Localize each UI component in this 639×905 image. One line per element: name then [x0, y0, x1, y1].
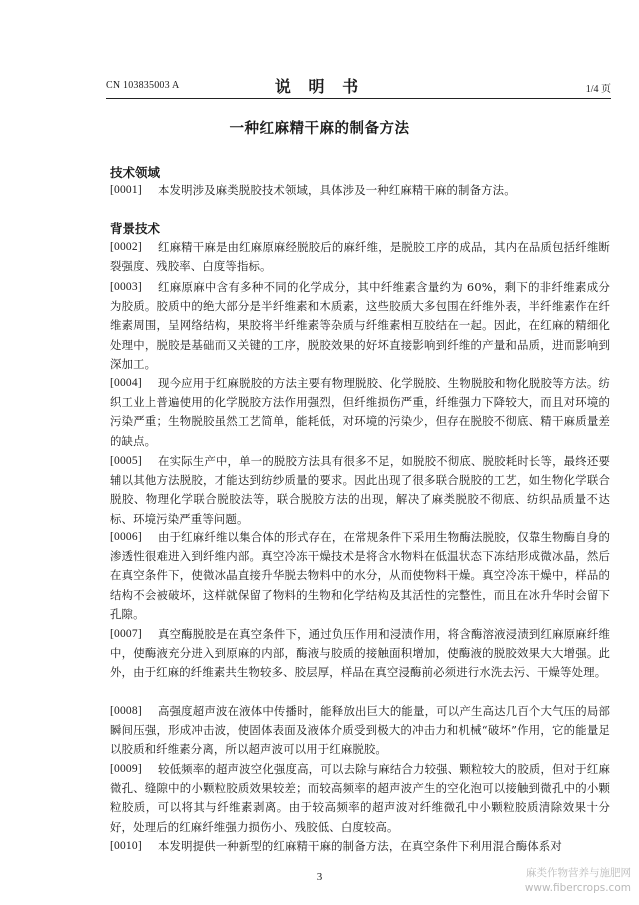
paragraph: [110, 278, 610, 374]
watermark-site-name: 麻类作物营养与施肥网: [526, 867, 631, 879]
paragraph-text: 由于红麻纤维以集合体的形式存在，在常规条件下采用生物酶法脱胶，仅靠生物酶自身的渗透性很难进入到纤维内部。真空冷冻干燥技术是将含水物料在低温状态下冻结形成微冰晶，然后在真空条件下，使微冰晶直接升华脱去物料中的水分，从而使物料干燥。真空冷冻干燥中，样品的结构不会被破坏，这样就保留了物料的生物和化学结构及其活性的完整性，而且在冰升华时会留下孔隙。: [110, 530, 610, 621]
paragraph-text: 较低频率的超声波空化强度高，可以去除与麻结合力较强、颗粒较大的胶质，但对于红麻微孔、缝隙中的小颗粒胶质效果较差；而较高频率的超声波产生的空化泡可以接触到微孔中的小颗粒胶质，可以将其与纤维素剥离。由于较高频率的超声波对纤维微孔中小颗粒胶质清除效果十分好，处理后的红麻纤维强力损伤小、残胶低、白度较高。: [110, 762, 610, 834]
paragraph-number: [0002]: [110, 241, 142, 253]
patent-number: CN 103835003 A: [106, 80, 180, 91]
paragraph-number: [0009]: [110, 763, 142, 775]
paragraph-text: 在实际生产中，单一的脱胶方法具有很多不足，如脱胶不彻底、脱胶耗时长等，最终还要辅以其他方法脱胶，才能达到纺纱质量的要求。因此出现了很多联合脱胶的工艺，如生物化学联合脱胶、物理化学联合脱胶法等，联合脱胶方法的出现，解决了麻类脱胶不彻底、纺织品质量不达标、环境污染严重等问题。: [110, 454, 610, 526]
paragraph-text: 红麻原麻中含有多种不同的化学成分，其中纤维素含量约为 60%，剩下的非纤维素成分为胶质。胶质中的绝大部分是半纤维素和木质素，这些胶质大多包围在纤维外表，半纤维素作在纤维素周围，呈网络结构，果胶将半纤维素等杂质与纤维素相互胶结在一起。因此，在红麻的精细化处理中，脱胶是基础而又关键的工序，脱胶效果的好坏直接影响到纤维的产量和品质，进而影响到深加工。: [110, 280, 610, 371]
paragraph: [110, 702, 610, 760]
section-heading-background: 背景技术: [110, 221, 161, 236]
paragraph: [110, 837, 610, 856]
paragraph: [110, 625, 610, 683]
paragraph: [110, 528, 610, 624]
paragraph-text: 现今应用于红麻脱胶的方法主要有物理脱胶、化学脱胶、生物脱胶和物化脱胶等方法。纺织工业上普遍使用的化学脱胶方法作用强烈，但纤维损伤严重，纤维强力下降较大，而且对环境的污染严重；生物脱胶虽然工艺简单，能耗低，对环境的污染少，但存在脱胶不彻底、精干麻质量差的缺点。: [110, 376, 610, 448]
watermark: [525, 866, 631, 896]
page-header: [0, 74, 639, 98]
paragraph-number: [0007]: [110, 628, 142, 640]
document-title: 一种红麻精干麻的制备方法: [229, 121, 410, 137]
paragraph: [110, 374, 610, 451]
paragraph-number: [0005]: [110, 455, 142, 467]
paragraph-number: [0006]: [110, 531, 142, 543]
paragraph-text: 本发明涉及麻类脱胶技术领域，具体涉及一种红麻精干麻的制备方法。: [158, 183, 516, 197]
paragraph-text: 红麻精干麻是由红麻原麻经脱胶后的麻纤维，是脱胶工序的成品，其内在品质包括纤维断裂强度、残胶率、白度等指标。: [110, 240, 610, 274]
paragraph-number: [0010]: [110, 840, 142, 852]
paragraph: [110, 238, 610, 276]
header-section-title: 说 明 书: [274, 77, 365, 96]
paragraph: [110, 760, 610, 837]
page-number: 3: [316, 871, 323, 883]
paragraph-number: [0004]: [110, 377, 142, 389]
paragraph: [110, 181, 610, 200]
header-divider: [106, 98, 611, 99]
paragraph-number: [0008]: [110, 705, 142, 717]
paragraph-text: 高强度超声波在液体中传播时，能释放出巨大的能量，可以产生高达几百个大气压的局部瞬间压强，形成冲击波，使固体表面及液体介质受到极大的冲击力和机械“破坏”作用，它的能量足以胶质和纤维素分离，所以超声波可以用于红麻脱胶。: [110, 704, 610, 757]
paragraph-text: 本发明提供一种新型的红麻精干麻的制备方法，在真空条件下利用混合酶体系对: [158, 839, 562, 853]
watermark-url: www.fibercrops.com: [524, 882, 631, 894]
paragraph-number: [0001]: [110, 184, 142, 196]
section-heading-technical-field: 技术领域: [110, 165, 161, 180]
paragraph: [110, 452, 610, 529]
page-of-indicator: 1/4 页: [585, 84, 611, 95]
paragraph-number: [0003]: [110, 281, 142, 293]
paragraph-text: 真空酶脱胶是在真空条件下，通过负压作用和浸渍作用，将含酶溶液浸渍到红麻原麻纤维中，使酶液充分进入到原麻的内部，酶液与胶质的接触面积增加，使酶液的脱胶效果大大增强。此外，由于红麻的纤维素共生物较多、胶层厚，样品在真空浸酶前必须进行水洗去污、干燥等处理。: [110, 627, 610, 680]
